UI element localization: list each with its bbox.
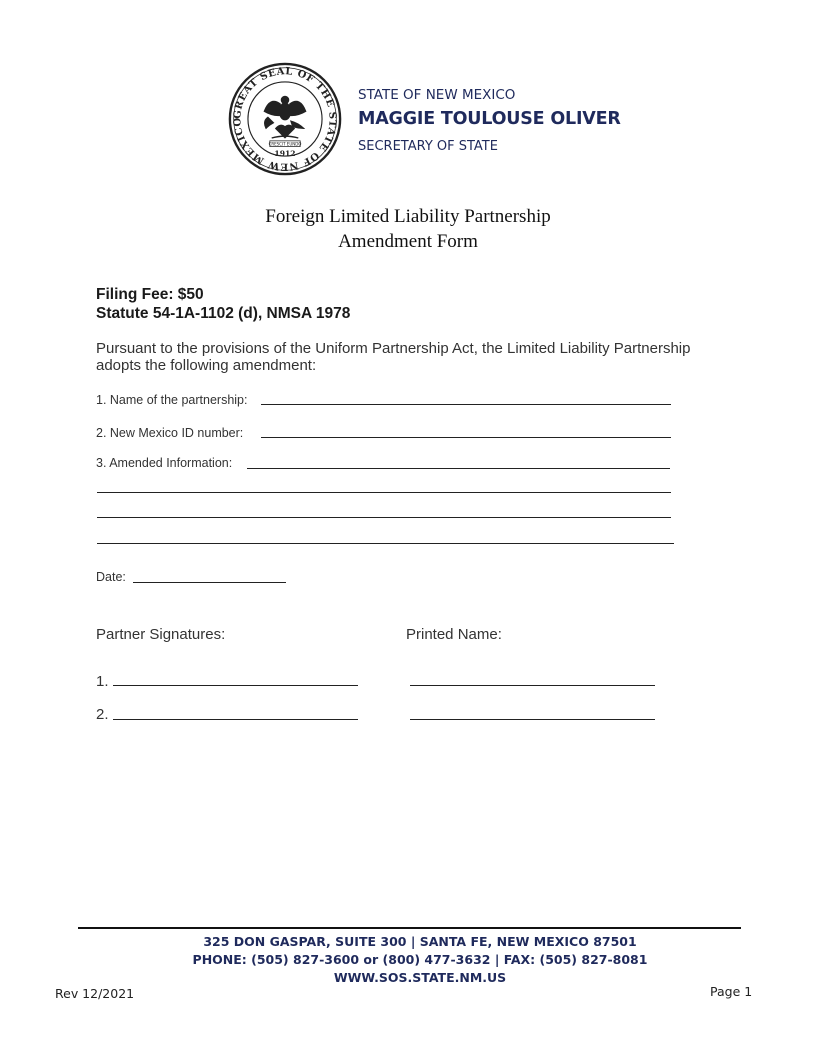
pursuant-statement: Pursuant to the provisions of the Uniform Partnership Act, the Limited Liability Partnership adopts the following amendment: [96, 340, 691, 374]
amended-info-label: 3. Amended Information: [96, 456, 233, 470]
date-label: Date: [96, 570, 126, 584]
amended-info-field-line1[interactable] [247, 468, 670, 469]
nm-id-field[interactable] [261, 437, 671, 438]
svg-text:CRESCIT EUNDO: CRESCIT EUNDO [268, 141, 302, 147]
amended-info-field-line4[interactable] [97, 543, 674, 544]
footer-divider [78, 927, 741, 929]
footer-address: 325 DON GASPAR, SUITE 300 | SANTA FE, NEW MEXICO 87501 [203, 934, 637, 949]
nm-id-label: 2. New Mexico ID number: [96, 426, 244, 440]
printed-name-2-field[interactable] [410, 719, 655, 720]
page-number: Page 1 [710, 984, 753, 999]
amended-info-field-line2[interactable] [97, 492, 671, 493]
filing-fee: Filing Fee: $50 [96, 286, 204, 303]
state-seal-logo [228, 62, 342, 176]
date-field[interactable] [133, 582, 286, 583]
office-state: STATE OF NEW MEXICO [358, 87, 516, 103]
footer-website[interactable]: WWW.SOS.STATE.NM.US [333, 970, 507, 985]
svg-text:1912: 1912 [274, 149, 296, 159]
printed-name-1-field[interactable] [410, 685, 655, 686]
printed-name-heading: Printed Name: [406, 626, 502, 643]
footer-phone: PHONE: (505) 827-3600 or (800) 477-3632 | FAX: (505) 827-8081 [192, 952, 648, 967]
svg-text:GREAT SEAL OF THE STATE OF NEW: GREAT SEAL OF THE STATE OF NEW MEXICO [232, 66, 338, 172]
signature-row-2-number: 2. [96, 706, 109, 723]
form-title-line2: Amendment Form [338, 231, 478, 252]
office-holder-name: MAGGIE TOULOUSE OLIVER [358, 109, 621, 129]
statute-reference: Statute 54-1A-1102 (d), NMSA 1978 [96, 305, 351, 322]
signature-2-field[interactable] [113, 719, 358, 720]
partnership-name-field[interactable] [261, 404, 671, 405]
partnership-name-label: 1. Name of the partnership: [96, 393, 248, 407]
signature-row-1-number: 1. [96, 673, 109, 690]
partner-signatures-heading: Partner Signatures: [96, 626, 226, 643]
amended-info-field-line3[interactable] [97, 517, 671, 518]
form-title-line1: Foreign Limited Liability Partnership [265, 206, 551, 227]
signature-1-field[interactable] [113, 685, 358, 686]
revision-date: Rev 12/2021 [55, 986, 135, 1001]
office-title: SECRETARY OF STATE [358, 139, 498, 154]
